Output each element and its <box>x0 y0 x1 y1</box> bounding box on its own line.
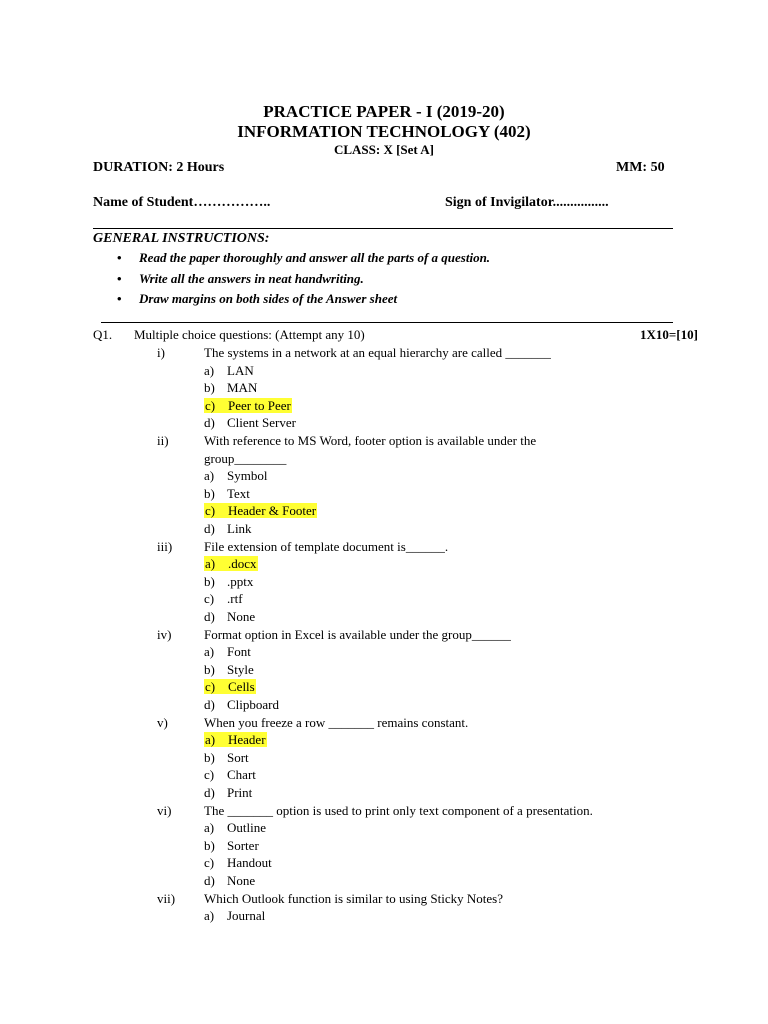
option-item <box>204 556 258 572</box>
option-item <box>204 697 279 713</box>
option-item <box>204 609 255 625</box>
bullet-icon: • <box>117 271 122 286</box>
option-letter: c) <box>204 591 215 607</box>
option-item <box>204 398 292 414</box>
instruction-item: Read the paper thoroughly and answer all the parts of a question. <box>139 250 491 265</box>
sub-question-number: v) <box>157 714 168 730</box>
option-label: Chart <box>227 767 256 783</box>
option-item <box>204 767 256 783</box>
option-label: .docx <box>228 556 257 572</box>
option-letter: c) <box>204 767 215 783</box>
option-item <box>204 732 267 748</box>
option-item <box>204 574 253 590</box>
option-letter: c) <box>205 397 216 413</box>
option-label: MAN <box>227 380 258 396</box>
option-letter: a) <box>204 820 215 836</box>
bullet-icon: • <box>117 291 122 306</box>
student-name-field: Name of Student…………….. <box>93 195 271 210</box>
instruction-item: Write all the answers in neat handwriting. <box>139 271 364 286</box>
option-label: .pptx <box>227 573 254 589</box>
option-item <box>204 415 296 431</box>
option-letter: c) <box>205 503 216 519</box>
option-item <box>204 785 252 801</box>
option-letter: d) <box>204 785 215 800</box>
option-label: Outline <box>227 820 266 836</box>
option-label: Client Server <box>227 415 296 431</box>
sub-question-number: vii) <box>157 890 176 906</box>
option-letter: a) <box>204 468 215 484</box>
instructions-divider <box>101 322 673 323</box>
option-item <box>204 679 256 695</box>
option-item <box>204 363 254 379</box>
option-item <box>204 662 254 678</box>
option-label: Font <box>227 644 251 660</box>
paper-title: PRACTICE PAPER - I (2019-20) <box>263 102 505 121</box>
sub-question-number: i) <box>157 345 165 360</box>
option-letter: b) <box>204 749 215 765</box>
bullet-icon: • <box>117 250 122 265</box>
option-label: Sorter <box>227 837 259 853</box>
option-item <box>204 486 250 502</box>
option-label: Cells <box>228 679 255 695</box>
sub-question-text: With reference to MS Word, footer option is available under the <box>204 433 537 448</box>
option-letter: b) <box>204 573 215 589</box>
option-label: None <box>227 873 256 888</box>
option-letter: a) <box>205 556 216 572</box>
option-letter: d) <box>204 521 215 536</box>
instruction-item: Draw margins on both sides of the Answer sheet <box>139 291 398 306</box>
option-item <box>204 908 265 924</box>
option-label: Journal <box>227 908 266 924</box>
option-item <box>204 750 249 766</box>
option-letter: d) <box>204 873 215 888</box>
option-letter: b) <box>204 837 215 853</box>
option-letter: b) <box>204 380 215 396</box>
option-label: Symbol <box>227 468 268 484</box>
option-label: .rtf <box>227 591 243 607</box>
sub-question-text: Format option in Excel is available under the group______ <box>204 626 511 642</box>
option-label: Handout <box>227 855 272 871</box>
max-marks: MM: 50 <box>616 160 665 175</box>
option-item <box>204 468 267 484</box>
question-text: Multiple choice questions: (Attempt any 10) <box>134 327 365 342</box>
option-item <box>204 855 272 871</box>
option-item <box>204 521 252 537</box>
option-letter: a) <box>204 362 215 378</box>
option-letter: a) <box>204 644 215 660</box>
option-item <box>204 503 317 519</box>
invigilator-sign-field: Sign of Invigilator................ <box>445 195 609 210</box>
option-letter: c) <box>204 855 215 871</box>
sub-question-number: iii) <box>157 538 173 554</box>
option-label: Header <box>228 732 266 748</box>
option-label: Link <box>227 521 252 536</box>
instructions-heading: GENERAL INSTRUCTIONS: <box>93 231 270 246</box>
question-marks: 1X10=[10] <box>640 327 698 342</box>
sub-question-number: vi) <box>157 802 172 818</box>
option-label: LAN <box>227 362 254 378</box>
sub-question-text: File extension of template document is______. <box>204 538 449 554</box>
duration: DURATION: 2 Hours <box>93 160 225 175</box>
question-number: Q1. <box>93 327 113 342</box>
class-line: CLASS: X [Set A] <box>333 142 435 157</box>
sub-question-number: ii) <box>157 433 169 448</box>
sub-question-number: iv) <box>157 626 172 642</box>
option-item <box>204 591 243 607</box>
option-label: Print <box>227 785 253 800</box>
sub-question-text: Which Outlook function is similar to using Sticky Notes? <box>204 890 503 906</box>
sub-question-text: When you freeze a row _______ remains constant. <box>204 714 469 730</box>
sub-question-text: The systems in a network at an equal hierarchy are called _______ <box>204 345 551 360</box>
option-letter: a) <box>204 908 215 924</box>
option-label: Peer to Peer <box>228 397 291 413</box>
option-item <box>204 838 259 854</box>
option-item <box>204 644 251 660</box>
option-label: Clipboard <box>227 697 279 712</box>
sub-question-text-cont: group________ <box>204 450 287 466</box>
option-letter: d) <box>204 697 215 712</box>
option-label: Sort <box>227 749 249 765</box>
option-letter: d) <box>204 609 215 624</box>
option-label: None <box>227 609 256 624</box>
option-label: Text <box>227 485 250 501</box>
option-item <box>204 380 257 396</box>
subject-title: INFORMATION TECHNOLOGY (402) <box>237 122 531 141</box>
option-label: Style <box>227 661 254 677</box>
option-letter: d) <box>204 415 215 431</box>
option-letter: a) <box>205 732 216 748</box>
option-letter: c) <box>205 679 216 695</box>
option-letter: b) <box>204 661 215 677</box>
option-item <box>204 873 255 889</box>
option-letter: b) <box>204 485 215 501</box>
header-divider <box>93 228 673 229</box>
sub-question-text: The _______ option is used to print only text component of a presentation. <box>204 802 593 818</box>
option-item <box>204 820 266 836</box>
option-label: Header & Footer <box>228 503 317 519</box>
